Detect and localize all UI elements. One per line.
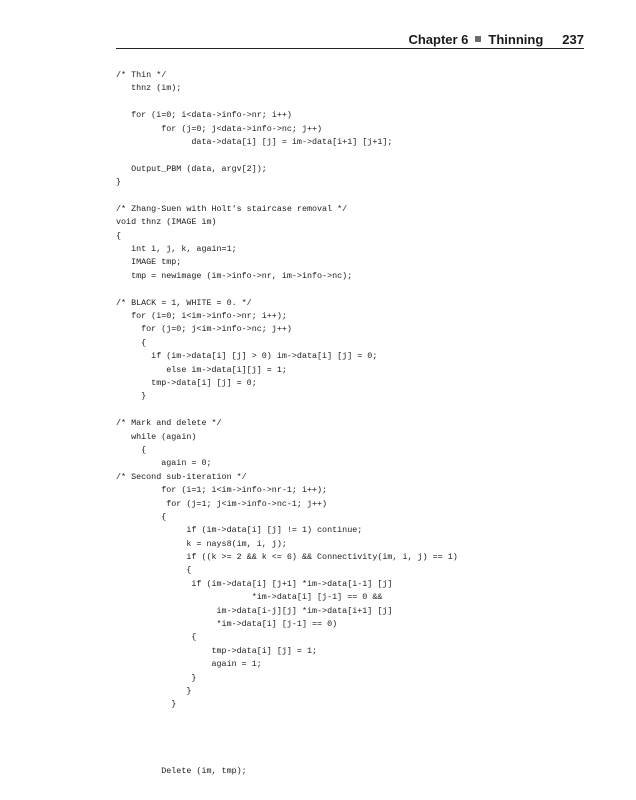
code-line: again = 0; xyxy=(116,458,212,469)
code-line: { xyxy=(116,511,167,522)
code-line: *im->data[i] [j-1] == 0 && xyxy=(116,592,383,603)
code-line: } xyxy=(116,672,197,683)
code-line: void thnz (IMAGE im) xyxy=(116,217,217,228)
code-line: int i, j, k, again=1; xyxy=(116,244,237,255)
code-line: thnz (im); xyxy=(116,83,182,94)
code-listing xyxy=(116,69,458,779)
page-header xyxy=(408,30,584,48)
code-line: again = 1; xyxy=(116,659,262,670)
code-line xyxy=(116,752,458,765)
code-line: else im->data[i][j] = 1; xyxy=(116,364,287,375)
code-line: /* Thin */ xyxy=(116,70,167,80)
code-line xyxy=(116,149,458,162)
code-line: for (i=0; i<im->info->nr; i++); xyxy=(116,311,287,322)
code-line: data->data[i] [j] = im->data[i+1] [j+1]; xyxy=(116,136,393,147)
code-line xyxy=(116,725,458,738)
code-line: *im->data[i] [j-1] == 0) xyxy=(116,619,338,630)
code-line: for (i=0; i<data->info->nr; i++) xyxy=(116,110,292,121)
code-line: for (j=0; j<im->info->nc; j++) xyxy=(116,324,292,335)
code-line: { xyxy=(116,565,192,576)
code-line: if ((k >= 2 && k <= 6) && Connectivity(im, i, j) == 1) xyxy=(116,552,458,563)
code-line: for (j=1; j<im->info->nc-1; j++) xyxy=(116,498,328,509)
code-line: Output_PBM (data, argv[2]); xyxy=(116,163,267,174)
code-line: for (j=0; j<data->info->nc; j++) xyxy=(116,123,323,134)
code-line: /* Mark and delete */ xyxy=(116,418,222,429)
code-line: { xyxy=(116,337,147,348)
code-line: /* Zhang-Suen with Holt's staircase removal */ xyxy=(116,203,348,214)
page-number: 237 xyxy=(562,31,584,47)
code-line xyxy=(116,712,458,725)
code-line xyxy=(116,283,458,296)
code-line: /* Second sub-iteration */ xyxy=(116,471,247,482)
code-line: tmp = newimage (im->info->nr, im->info->nc); xyxy=(116,270,353,281)
code-line: Delete (im, tmp); xyxy=(116,766,247,777)
code-line xyxy=(116,96,458,109)
header-rule xyxy=(116,48,584,49)
code-line: { xyxy=(116,632,197,643)
code-line xyxy=(116,404,458,417)
code-line: tmp->data[i] [j] = 0; xyxy=(116,377,257,388)
code-line: } xyxy=(116,699,177,710)
code-line: im->data[i-j][j] *im->data[i+1] [j] xyxy=(116,605,393,616)
code-line xyxy=(116,739,458,752)
separator-bullet-icon xyxy=(475,36,481,42)
code-line: IMAGE tmp; xyxy=(116,257,182,268)
code-line: if (im->data[i] [j] != 1) continue; xyxy=(116,525,363,536)
code-line: if (im->data[i] [j] > 0) im->data[i] [j] = 0; xyxy=(116,351,378,362)
code-line: if (im->data[i] [j+1] *im->data[i-1] [j] xyxy=(116,578,393,589)
chapter-title: Thinning xyxy=(488,31,544,47)
code-line: /* BLACK = 1, WHITE = 0. */ xyxy=(116,297,252,308)
code-line: } xyxy=(116,177,122,188)
code-line xyxy=(116,190,458,203)
code-line: } xyxy=(116,391,147,402)
chapter-label: Chapter 6 xyxy=(408,31,469,47)
code-line: tmp->data[i] [j] = 1; xyxy=(116,645,318,656)
code-line: { xyxy=(116,444,147,455)
code-line: while (again) xyxy=(116,431,197,442)
code-line: k = nays8(im, i, j); xyxy=(116,538,287,549)
code-line: } xyxy=(116,685,192,696)
code-line: for (i=1; i<im->info->nr-1; i++); xyxy=(116,485,328,496)
code-line: { xyxy=(116,230,122,241)
